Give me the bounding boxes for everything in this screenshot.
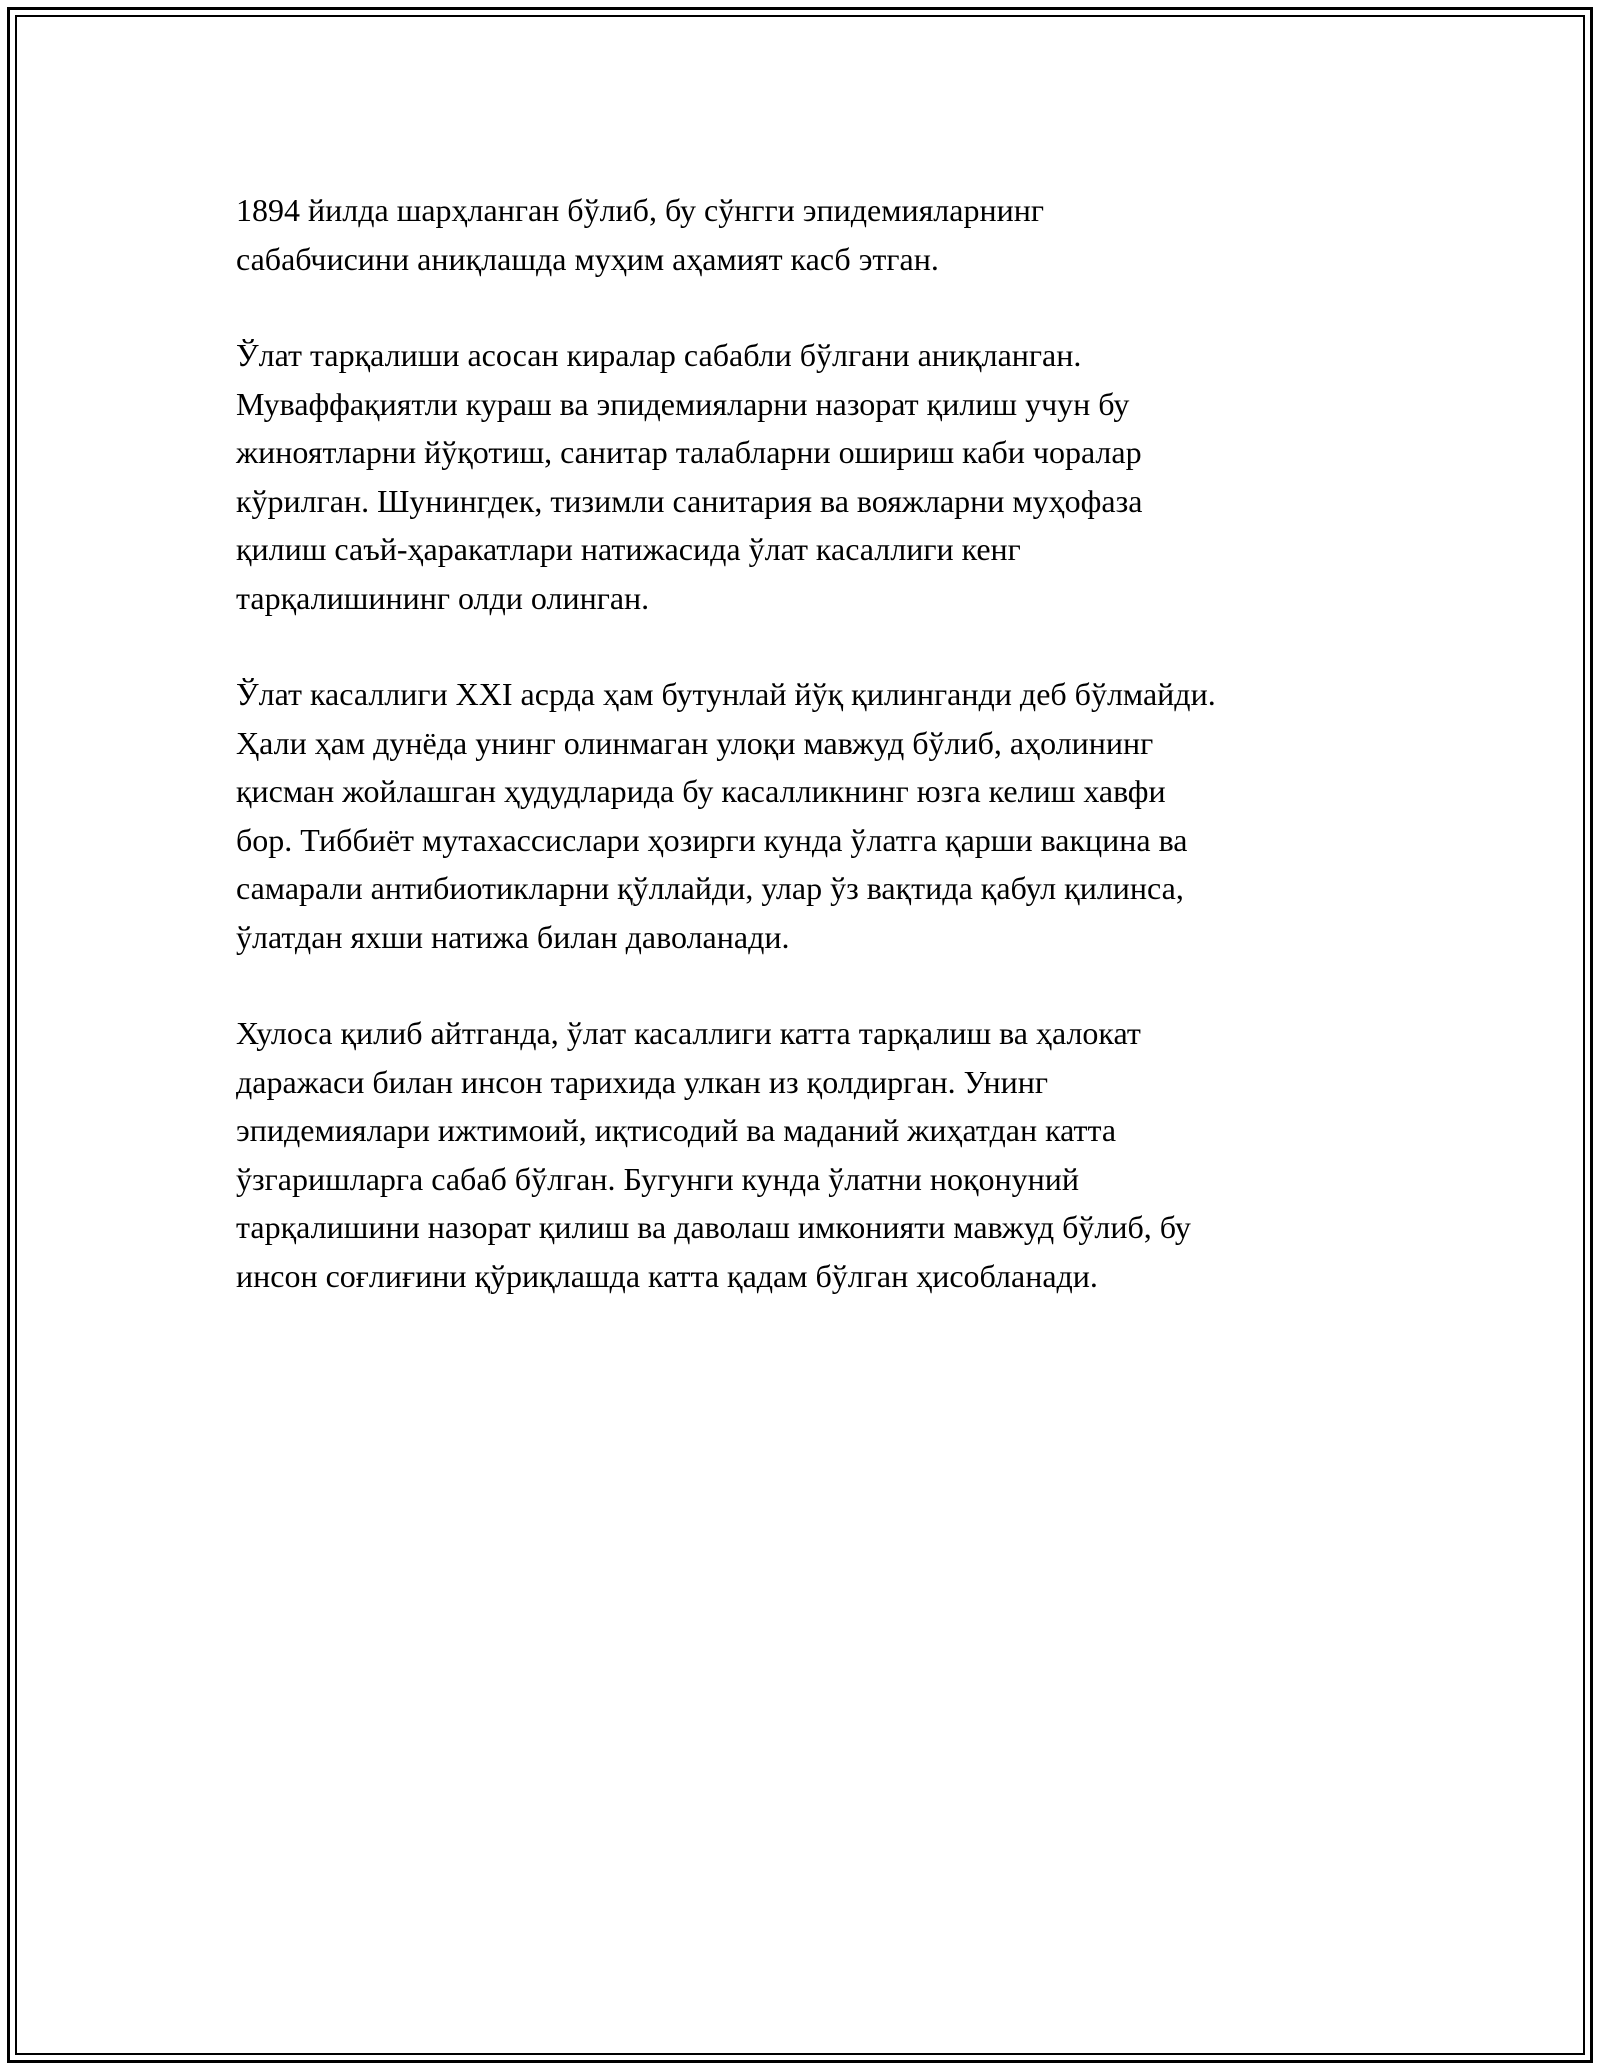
paragraph-3: [236, 670, 1376, 961]
document-body: [236, 186, 1376, 1348]
text-line: Хулоса қилиб айтганда, ўлат касаллиги катта тарқалиш ва ҳалокат: [236, 1015, 1141, 1051]
text-line: эпидемиялари ижтимоий, иқтисодий ва маданий жиҳатдан катта: [236, 1112, 1117, 1148]
text-line: инсон соғлиғини қўриқлашда катта қадам бўлган ҳисобланади.: [236, 1257, 1098, 1294]
text-line: тарқалишини назорат қилиш ва даволаш имконияти мавжуд бўлиб, бу: [236, 1209, 1191, 1245]
text-line: Ҳали ҳам дунёда унинг олинмаган улоқи мавжуд бўлиб, аҳолининг: [236, 724, 1154, 761]
text-line: Муваффақиятли кураш ва эпидемияларни назорат қилиш учун бу: [236, 385, 1130, 422]
text-line: қисман жойлашган ҳудудларида бу касалликнинг юзга келиш хавфи: [236, 773, 1166, 809]
text-line: кўрилган. Шунингдек, тизимли санитария ва вояжларни муҳофаза: [236, 482, 1143, 519]
text-line: Ўлат касаллиги XXI асрда ҳам бутунлай йўқ қилинганди деб бўлмайди.: [236, 676, 1216, 712]
text-line: сабабчисини аниқлашда муҳим аҳамият касб этган.: [236, 240, 939, 277]
paragraph-1: [236, 186, 1376, 283]
paragraph-2: [236, 331, 1376, 622]
text-line: ўзгаришларга сабаб бўлган. Бугунги кунда ўлатни ноқонуний: [236, 1160, 1080, 1197]
text-line: жиноятларни йўқотиш, санитар талабларни ошириш каби чоралар: [236, 434, 1142, 470]
paragraph-4: [236, 1009, 1376, 1300]
text-line: самарали антибиотикларни қўллайди, улар ўз вақтида қабул қилинса,: [236, 870, 1184, 906]
text-line: даражаси билан инсон тарихида улкан из қолдирган. Унинг: [236, 1063, 1048, 1100]
text-line: ўлатдан яхши натижа билан даволанади.: [236, 918, 790, 955]
text-line: бор. Тиббиёт мутахассислари ҳозирги кунда ўлатга қарши вакцина ва: [236, 821, 1188, 858]
text-line: тарқалишининг олди олинган.: [236, 579, 650, 616]
text-line: қилиш саъй-ҳаракатлари натижасида ўлат касаллиги кенг: [236, 531, 1021, 567]
text-line: 1894 йилда шарҳланган бўлиб, бу сўнгги эпидемияларнинг: [236, 192, 1044, 228]
text-line: Ўлат тарқалиши асосан киралар сабабли бўлгани аниқланган.: [236, 337, 1082, 373]
